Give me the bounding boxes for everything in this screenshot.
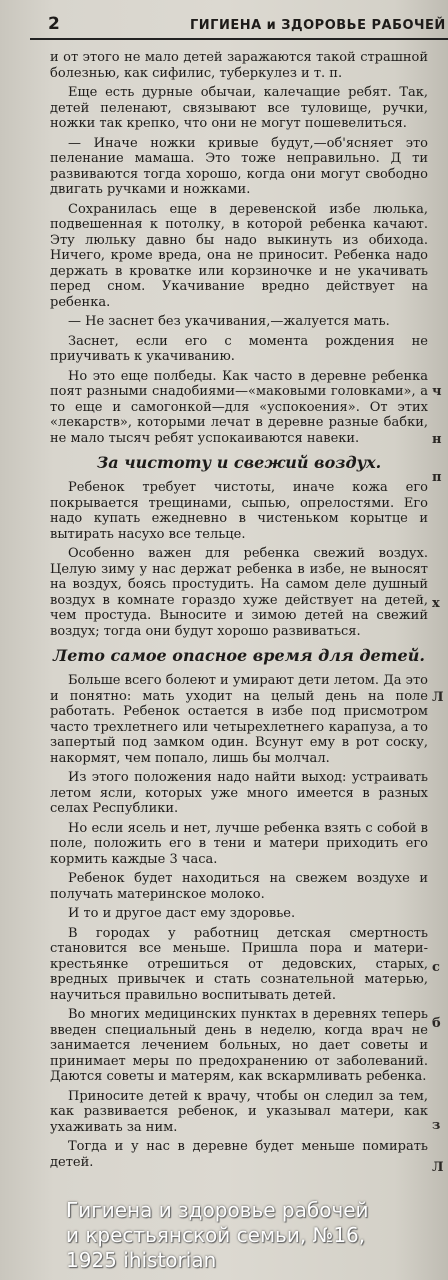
caption-line: и крестьянской семьи, №16, [66,1223,366,1247]
paragraph: Но это еще полбеды. Как часто в деревне ребенка поят разными снадобиями—«маковыми головками», а то еще и самогонкой—для «успокоения». От этих «лекарств», которыми лечат в деревне разные бабки, не мало тысяч ребят успокаиваются навеки. [50,368,428,446]
paragraph: Больше всего болеют и умирают дети летом. Да это и понятно: мать уходит на целый день на поле работать. Ребенок остается в избе под присмотром часто трехлетнего или четырехлетнего карапуза, а то запертый под замком один. Всунут ему в рот соску, накормят, чем попало, лишь бы молчал. [50,673,428,766]
paragraph: Из этого положения надо найти выход: устраивать летом ясли, которых уже много имеется в разных селах Республики. [50,770,428,816]
caption-line: 1925 ihistorian [66,1248,217,1272]
overflow-fragment: н [432,432,442,447]
overflow-fragment: б [432,1016,441,1031]
paragraph: Ребенок будет находиться на свежем воздухе и получать материнское молоко. [50,871,428,902]
paragraph: И то и другое даст ему здоровье. [68,906,296,921]
page-number: 2 [48,14,60,34]
overflow-fragment: з [432,1118,441,1133]
page-header [30,10,448,40]
overflow-fragment: ч [432,384,442,399]
article-column [50,50,428,1174]
overflow-fragment: с [432,960,440,975]
section-heading: Лето самое опасное время для детей. [53,646,425,665]
paragraph: Еще есть дурные обычаи, калечащие ребят. Так, детей пеленают, связывают все туловище, ручки, ножки так крепко, что они не могут пошевелиться. [50,85,428,131]
paragraph: Особенно важен для ребенка свежий воздух. Целую зиму у нас держат ребенка в избе, не выносят на воздух, боясь простудить. На самом деле душный воздух в комнате гораздо хуже действует на детей, чем простуда. Выносите и зимою детей на свежий воздух; тогда они будут хорошо развиваться. [50,546,428,639]
paragraph: Во многих медицинских пунктах в деревнях теперь введен специальный день в неделю, когда врач не занимается лечением больных, но дает советы и принимает меры по предохранению от заболеваний. Даются советы и матерям, как вскармливать ребенка. [50,1007,428,1084]
paragraph: Приносите детей к врачу, чтобы он следил за тем, как развивается ребенок, и указывал матери, как ухаживать за ним. [50,1088,428,1135]
overflow-fragment: Л [432,690,444,705]
paragraph: — Не заснет без укачивания,—жалуется мать. [68,314,390,329]
paragraph: Сохранилась еще в деревенской избе люлька, подвешенная к потолку, в которой ребенка качают. Эту люльку давно бы надо выкинуть из обихода. Ничего, кроме вреда, она не приносит. Ребенка надо держать в кроватке или корзиночке и не укачивать перед сном. Укачивание вредно действует на ребенка. [50,201,428,310]
paragraph: Но если ясель и нет, лучше ребенка взять с собой в поле, положить его в тени и матери приходить его кормить каждые 3 часа. [50,820,428,867]
running-title: ГИГИЕНА и ЗДОРОВЬЕ РАБОЧЕЙ [190,18,446,33]
paragraph: Заснет, если его с момента рождения не приучивать к укачиванию. [50,333,428,364]
paragraph: Ребенок требует чистоты, иначе кожа его покрывается трещинами, сыпью, опрелостями. Его надо купать ежедневно в чистеньком корытце и вытирать насухо все тельце. [50,480,428,542]
paragraph: и от этого не мало детей заражаются такой страшной болезнью, как сифилис, туберкулез и т. п. [50,50,428,81]
paragraph: — Иначе ножки кривые будут,—об'ясняет это пеленание мамаша. Это тоже неправильно. Д ти развиваются тогда хорошо, когда они могут свободно двигать ручками и ножками. [50,135,428,197]
overflow-fragment: п [432,470,442,485]
overflow-fragment: Л [432,1160,444,1175]
paragraph: Тогда и у нас в деревне будет меньше помирать детей. [50,1139,428,1170]
image-caption-watermark [66,1198,446,1273]
caption-line: Гигиена и здоровье рабочей [66,1198,369,1222]
section-heading: За чистоту и свежий воздух. [96,453,382,472]
paragraph: В городах у работниц детская смертность становится все меньше. Пришла пора и матери-крестьянке отрешиться от дедовских, старых, вредных привычек и стать сознательной матерью, научиться правильно воспитывать детей. [50,925,428,1003]
overflow-fragment: х [432,596,440,611]
